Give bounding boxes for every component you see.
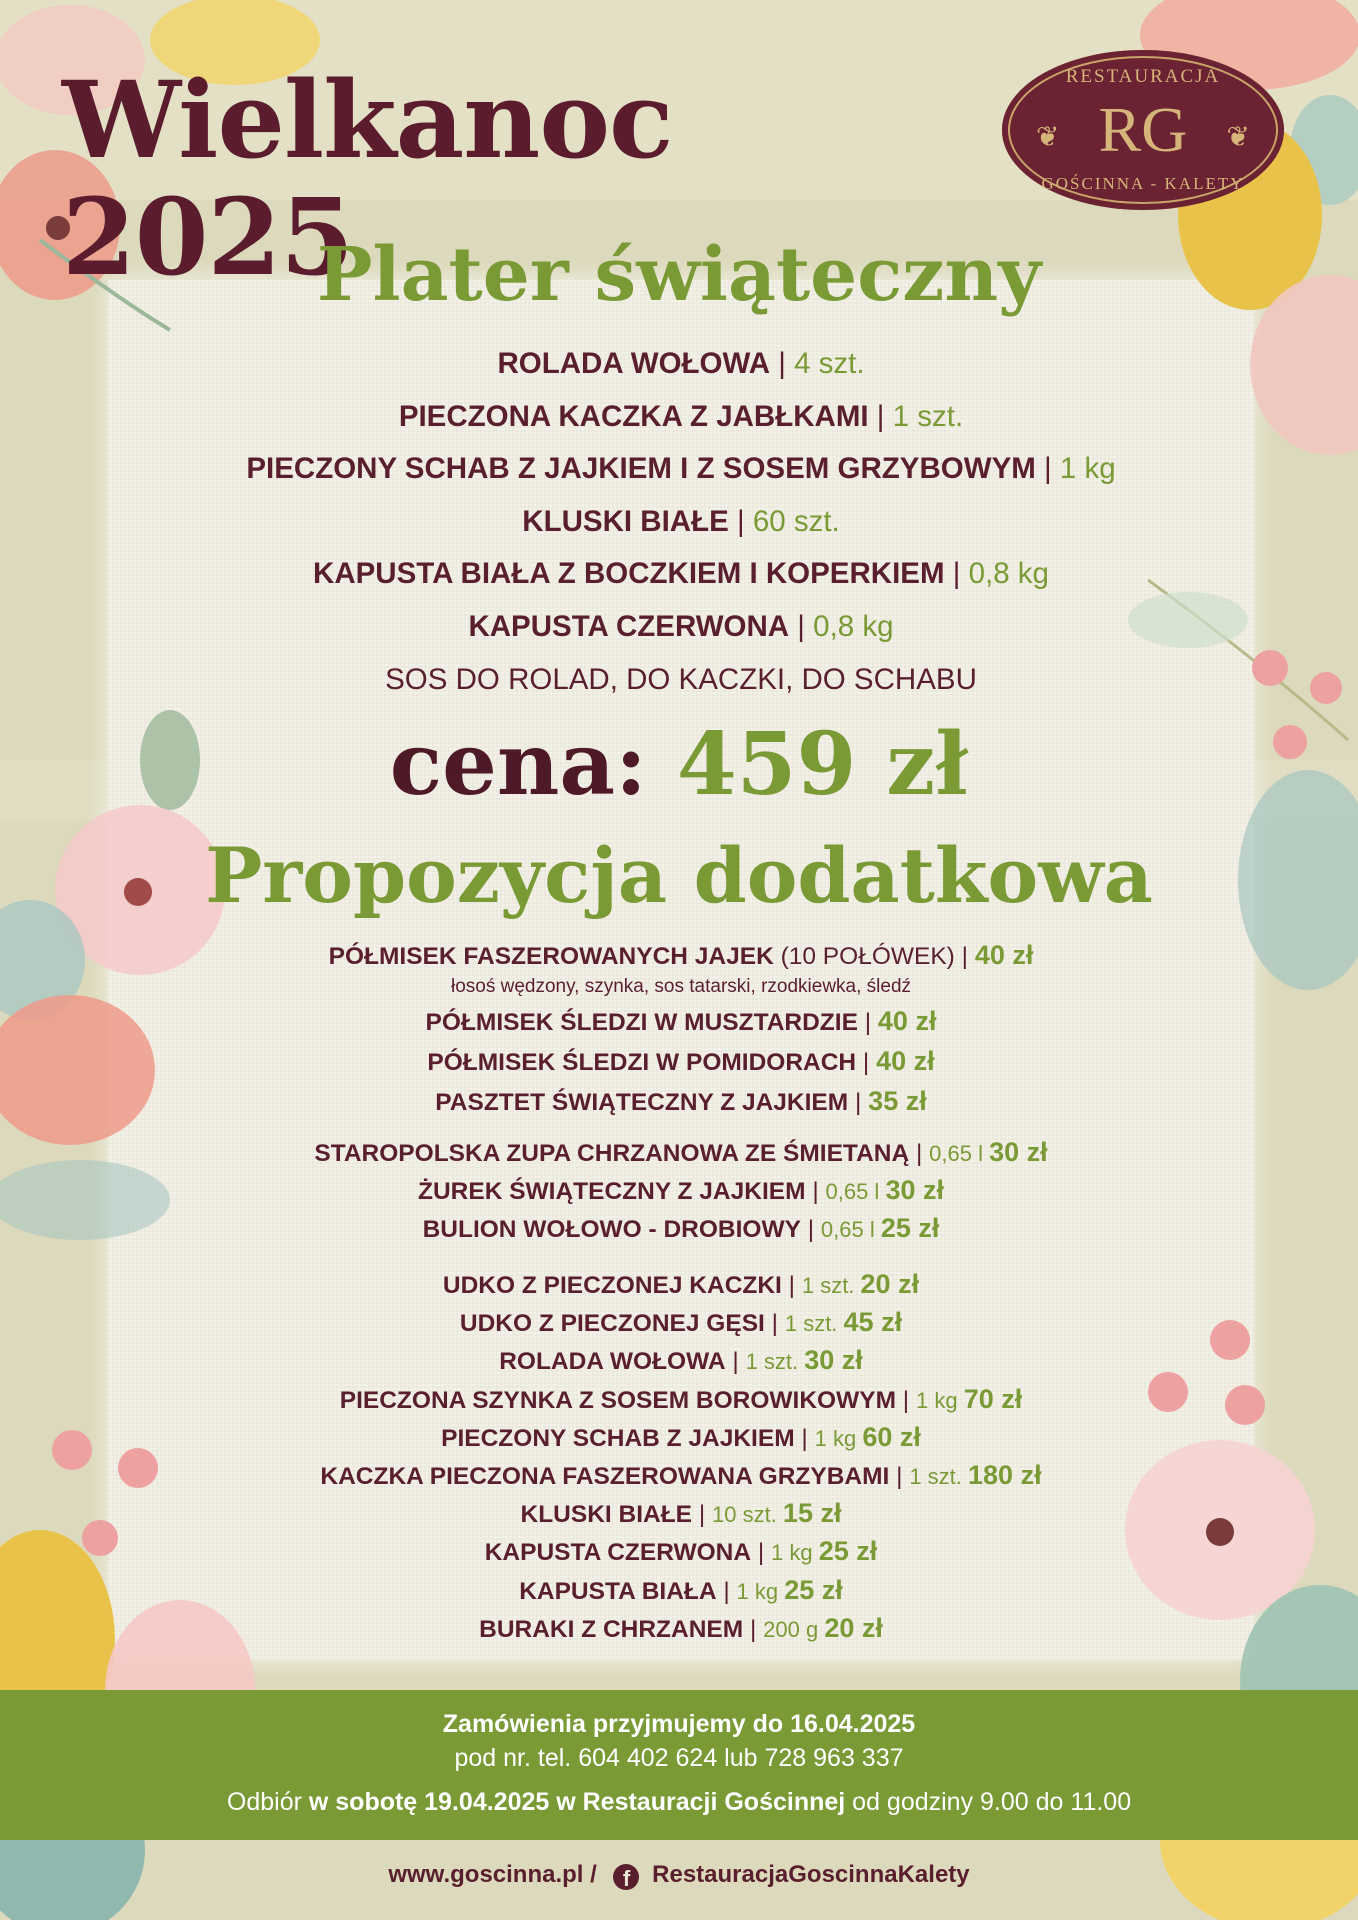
- item-name: KAPUSTA CZERWONA: [468, 609, 790, 643]
- item-name: KAPUSTA BIAŁA Z BOCZKIEM I KOPERKIEM: [313, 557, 945, 591]
- item-quantity: 0,8 kg: [813, 609, 894, 643]
- item-name: PIECZONY SCHAB Z JAJKIEM I Z SOSEM GRZYBOWYM: [246, 452, 1036, 486]
- list-item: [108, 443, 1254, 496]
- item-quantity: 1 szt.: [784, 1311, 844, 1337]
- pickup-date-place: w sobotę 19.04.2025 w Restauracji Gościnnej: [308, 1788, 846, 1816]
- item-quantity: 1 kg: [915, 1387, 964, 1413]
- list-item: [108, 1533, 1254, 1571]
- plater-heading: Plater świąteczny: [316, 232, 1042, 318]
- item-quantity: 1 kg: [771, 1540, 819, 1566]
- item-separator: |: [800, 1216, 821, 1243]
- list-item: [108, 654, 1254, 707]
- price-value: 459 zł: [676, 714, 969, 815]
- item-price: 30 zł: [989, 1137, 1048, 1167]
- item-separator: |: [909, 1140, 930, 1167]
- item-name: BURAKI Z CHRZANEM: [479, 1615, 744, 1643]
- item-separator: |: [944, 557, 969, 591]
- item-price: 20 zł: [824, 1612, 883, 1643]
- item-name: PÓŁMISEK FASZEROWANYCH JAJEK: [328, 943, 774, 970]
- list-item: [108, 1134, 1254, 1172]
- logo-monogram: RG: [1098, 94, 1188, 165]
- item-name: PÓŁMISEK ŚLEDZI W MUSZTARDZIE: [425, 1009, 858, 1036]
- item-price: 30 zł: [885, 1175, 944, 1205]
- item-quantity: 0,65 l: [825, 1179, 886, 1204]
- plater-price: [0, 714, 1358, 815]
- item-separator: |: [896, 1386, 916, 1414]
- pickup-info: [0, 1788, 1358, 1817]
- list-item: [108, 1082, 1254, 1122]
- item-name: ROLADA WOŁOWA: [499, 1348, 726, 1376]
- item-quantity: 1 szt.: [745, 1349, 805, 1375]
- list-item: [108, 1304, 1254, 1342]
- facebook-link[interactable]: RestauracjaGoscinnaKalety: [652, 1861, 970, 1888]
- item-description: łosoś wędzony, szynka, sos tatarski, rzodkiewka, śledź: [450, 976, 912, 997]
- item-name: KAPUSTA BIAŁA: [519, 1577, 717, 1605]
- item-note: (10 POŁÓWEK): [773, 943, 955, 970]
- list-item: [108, 1266, 1254, 1304]
- item-separator: |: [743, 1615, 764, 1643]
- item-price: 30 zł: [804, 1345, 863, 1376]
- item-name: STAROPOLSKA ZUPA CHRZANOWA ZE ŚMIETANĄ: [314, 1140, 910, 1167]
- item-name: PÓŁMISEK ŚLEDZI W POMIDORACH: [427, 1049, 857, 1076]
- extra-heading: Propozycja dodatkowa: [205, 831, 1153, 920]
- item-name: ŻUREK ŚWIĄTECZNY Z JAJKIEM: [418, 1178, 806, 1205]
- logo-bottom-text: GOŚCINNA - KALETY: [1041, 174, 1245, 193]
- pickup-hours: od godziny 9.00 do 11.00: [845, 1788, 1132, 1816]
- item-separator: |: [954, 943, 975, 970]
- item-price: 40 zł: [877, 1006, 937, 1036]
- list-item: [108, 1042, 1254, 1082]
- list-item: [108, 391, 1254, 444]
- item-name: PIECZONY SCHAB Z JAJKIEM: [441, 1424, 795, 1452]
- item-price: 25 zł: [784, 1574, 843, 1605]
- item-name: PIECZONA KACZKA Z JABŁKAMI: [398, 399, 869, 433]
- item-name: KLUSKI BIAŁE: [520, 1501, 693, 1529]
- item-name: UDKO Z PIECZONEJ KACZKI: [442, 1272, 782, 1299]
- item-separator: |: [857, 1009, 878, 1036]
- item-name: UDKO Z PIECZONEJ GĘSI: [459, 1310, 765, 1338]
- item-separator: |: [856, 1049, 877, 1076]
- list-item: [108, 1210, 1254, 1248]
- item-separator: |: [789, 609, 814, 643]
- item-separator: |: [1035, 452, 1060, 486]
- item-name: BULION WOŁOWO - DROBIOWY: [422, 1216, 801, 1243]
- item-separator: |: [770, 347, 795, 380]
- item-quantity: 0,8 kg: [968, 557, 1049, 591]
- website-link[interactable]: www.goscinna.pl /: [388, 1861, 597, 1888]
- logo-top-text: RESTAURACJA: [1065, 66, 1221, 87]
- item-price: 20 zł: [860, 1269, 920, 1299]
- order-phone: pod nr. tel. 604 402 624 lub 728 963 337: [454, 1744, 904, 1772]
- item-quantity: 1 szt.: [909, 1464, 969, 1490]
- list-item: [108, 1002, 1254, 1042]
- contact-links: [0, 1861, 1358, 1890]
- item-quantity: 4 szt.: [794, 347, 865, 380]
- restaurant-logo: [1002, 50, 1284, 210]
- ornament-icon: ❦: [1036, 121, 1060, 152]
- item-separator: |: [764, 1310, 785, 1338]
- facebook-icon: f: [613, 1864, 639, 1890]
- item-price: 45 zł: [843, 1307, 903, 1338]
- item-name: PASZTET ŚWIĄTECZNY Z JAJKIEM: [435, 1089, 849, 1116]
- item-separator: |: [751, 1539, 772, 1567]
- item-separator: |: [728, 504, 753, 538]
- item-name: PIECZONA SZYNKA Z SOSEM BOROWIKOWYM: [339, 1386, 896, 1414]
- item-price: 180 zł: [968, 1460, 1042, 1491]
- item-quantity: 1 kg: [736, 1578, 785, 1604]
- page-title: Wielkanoc 2025: [62, 57, 673, 299]
- item-price: 15 zł: [782, 1498, 842, 1529]
- item-separator: |: [692, 1501, 712, 1529]
- item-price: 25 zł: [818, 1536, 878, 1567]
- item-quantity: 1 szt.: [892, 399, 964, 433]
- list-item: [108, 1342, 1254, 1380]
- ornament-icon: ❦: [1226, 121, 1250, 152]
- item-price: 35 zł: [868, 1086, 927, 1116]
- list-item: [108, 548, 1254, 601]
- plater-list: [108, 338, 1254, 706]
- list-item: [108, 938, 1254, 974]
- item-name: KACZKA PIECZONA FASZEROWANA GRZYBAMI: [320, 1463, 890, 1491]
- item-separator: |: [889, 1463, 910, 1491]
- extra-group-soups: [108, 1134, 1254, 1248]
- item-quantity: 10 szt.: [712, 1502, 783, 1528]
- order-info-band: [0, 1690, 1358, 1840]
- list-item: [108, 1419, 1254, 1457]
- item-price: 40 zł: [974, 940, 1034, 970]
- list-item: [108, 601, 1254, 654]
- item-quantity: 0,65 l: [820, 1217, 881, 1242]
- item-quantity: 60 szt.: [752, 504, 840, 538]
- item-separator: |: [716, 1577, 737, 1605]
- extra-group-platters: [108, 938, 1254, 1122]
- item-name: ROLADA WOŁOWA: [497, 347, 770, 380]
- item-separator: |: [868, 399, 893, 433]
- list-item: [108, 1457, 1254, 1495]
- order-deadline: Zamówienia przyjmujemy do 16.04.2025: [442, 1710, 916, 1738]
- extra-group-mains: [108, 1266, 1254, 1648]
- item-price: 70 zł: [963, 1383, 1023, 1414]
- item-quantity: 1 szt.: [801, 1273, 861, 1298]
- list-item: [108, 1172, 1254, 1210]
- item-separator: |: [848, 1089, 869, 1116]
- pickup-text: Odbiór: [226, 1788, 309, 1816]
- item-quantity: 0,65 l: [929, 1141, 990, 1166]
- item-quantity: 1 kg: [814, 1425, 863, 1451]
- sauces-text: SOS DO ROLAD, DO KACZKI, DO SCHABU: [385, 662, 977, 696]
- item-separator: |: [794, 1424, 815, 1452]
- item-quantity: 200 g: [763, 1616, 825, 1642]
- item-name: KAPUSTA CZERWONA: [484, 1539, 752, 1567]
- list-item: [108, 1381, 1254, 1419]
- list-item: [108, 1495, 1254, 1533]
- price-label: cena:: [389, 714, 647, 815]
- item-name: KLUSKI BIAŁE: [522, 504, 729, 538]
- item-price: 60 zł: [862, 1421, 921, 1452]
- item-price: 25 zł: [880, 1213, 940, 1243]
- item-separator: |: [805, 1178, 826, 1205]
- item-price: 40 zł: [876, 1046, 935, 1076]
- list-item: [108, 1572, 1254, 1610]
- item-quantity: 1 kg: [1059, 452, 1116, 486]
- list-item: [108, 496, 1254, 549]
- list-item: [108, 1610, 1254, 1648]
- item-separator: |: [781, 1272, 802, 1299]
- list-item: [108, 338, 1254, 391]
- item-separator: |: [725, 1348, 746, 1376]
